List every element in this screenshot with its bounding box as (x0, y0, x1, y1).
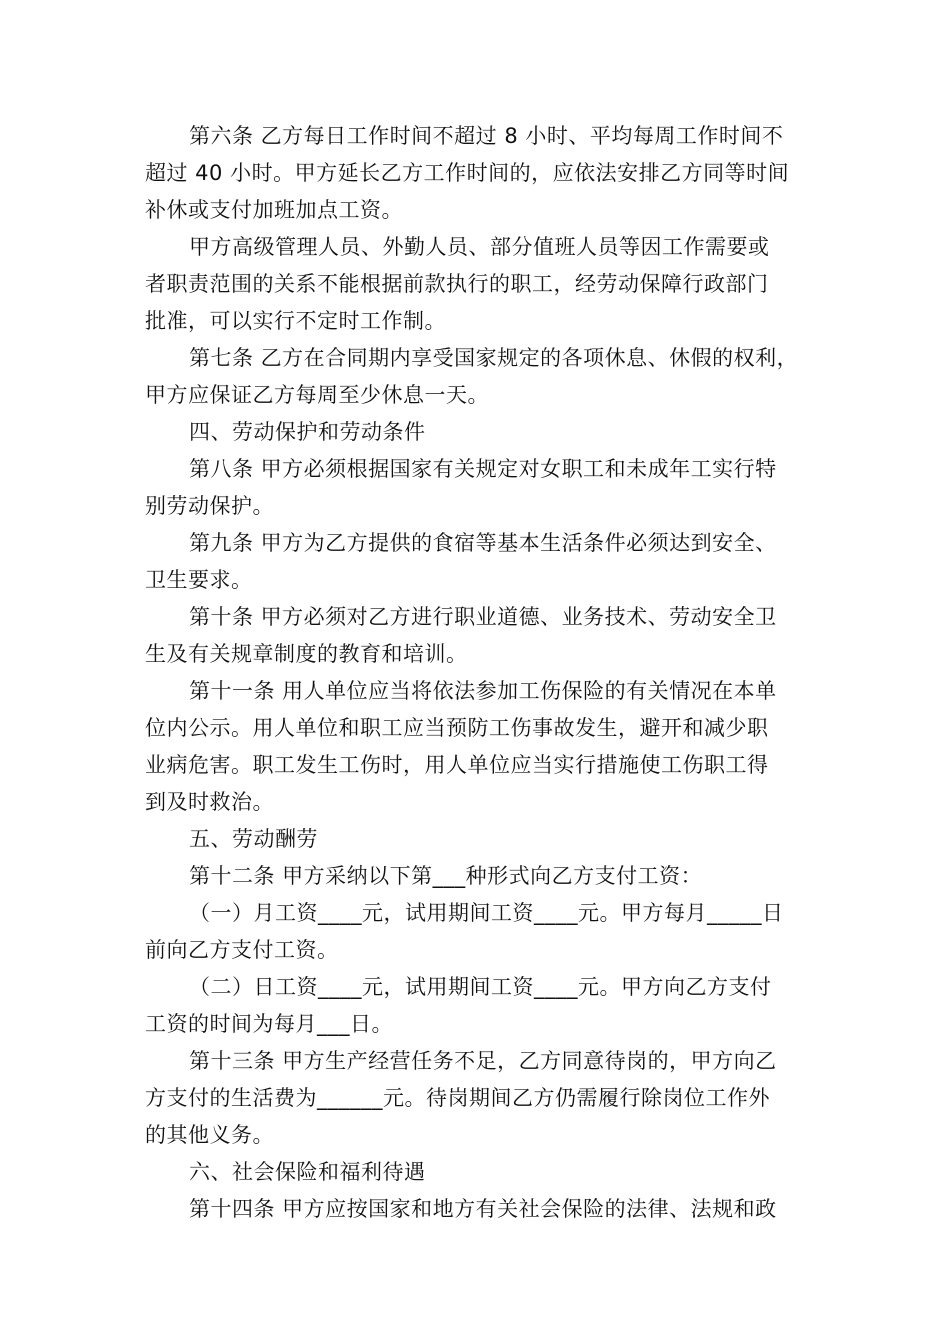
text-line: 到及时救治。 (145, 790, 274, 814)
text-line: 第六条 乙方每日工作时间不超过 8 小时、平均每周工作时间不 (189, 124, 784, 148)
text-line: 第十二条 甲方采纳以下第___种形式向乙方支付工资： (189, 864, 703, 888)
text-line: 第八条 甲方必须根据国家有关规定对女职工和未成年工实行特 (189, 457, 777, 481)
text-line: 第十条 甲方必须对乙方进行职业道德、业务技术、劳动安全卫 (189, 605, 777, 629)
text-line: 的其他义务。 (145, 1123, 274, 1147)
text-line: 补休或支付加班加点工资。 (145, 198, 403, 222)
text-line: 甲方高级管理人员、外勤人员、部分值班人员等因工作需要或 (189, 235, 770, 259)
text-line: 卫生要求。 (145, 568, 253, 592)
text-line: 六、社会保险和福利待遇 (189, 1160, 426, 1184)
text-line: 第十四条 甲方应按国家和地方有关社会保险的法律、法规和政 (189, 1197, 777, 1221)
text-line: 第九条 甲方为乙方提供的食宿等基本生活条件必须达到安全、 (189, 531, 777, 555)
text-line: 超过 40 小时。甲方延长乙方工作时间的，应依法安排乙方同等时间 (145, 161, 790, 185)
text-line: 第十一条 用人单位应当将依法参加工伤保险的有关情况在本单 (189, 679, 777, 703)
text-line: 生及有关规章制度的教育和培训。 (145, 642, 468, 666)
text-line: （一）月工资____元，试用期间工资____元。甲方每月_____日 (189, 901, 784, 925)
text-line: 方支付的生活费为______元。待岗期间乙方仍需履行除岗位工作外 (145, 1086, 770, 1110)
text-line: 位内公示。用人单位和职工应当预防工伤事故发生，避开和减少职 (145, 716, 769, 740)
text-line: 四、劳动保护和劳动条件 (189, 420, 426, 444)
text-line: 工资的时间为每月___日。 (145, 1012, 393, 1036)
text-line: 别劳动保护。 (145, 494, 274, 518)
text-line: （二）日工资____元，试用期间工资____元。甲方向乙方支付 (189, 975, 772, 999)
text-line: 甲方应保证乙方每周至少休息一天。 (145, 383, 489, 407)
text-line: 前向乙方支付工资。 (145, 938, 339, 962)
text-line: 业病危害。职工发生工伤时，用人单位应当实行措施使工伤职工得 (145, 753, 769, 777)
document-body (145, 118, 835, 1228)
text-line: 批准，可以实行不定时工作制。 (145, 309, 446, 333)
text-line: 者职责范围的关系不能根据前款执行的职工，经劳动保障行政部门 (145, 272, 769, 296)
text-line: 五、劳动酬劳 (189, 827, 318, 851)
text-line: 第七条 乙方在合同期内享受国家规定的各项休息、休假的权利， (189, 346, 799, 370)
text-line: 第十三条 甲方生产经营任务不足，乙方同意待岗的，甲方向乙 (189, 1049, 777, 1073)
